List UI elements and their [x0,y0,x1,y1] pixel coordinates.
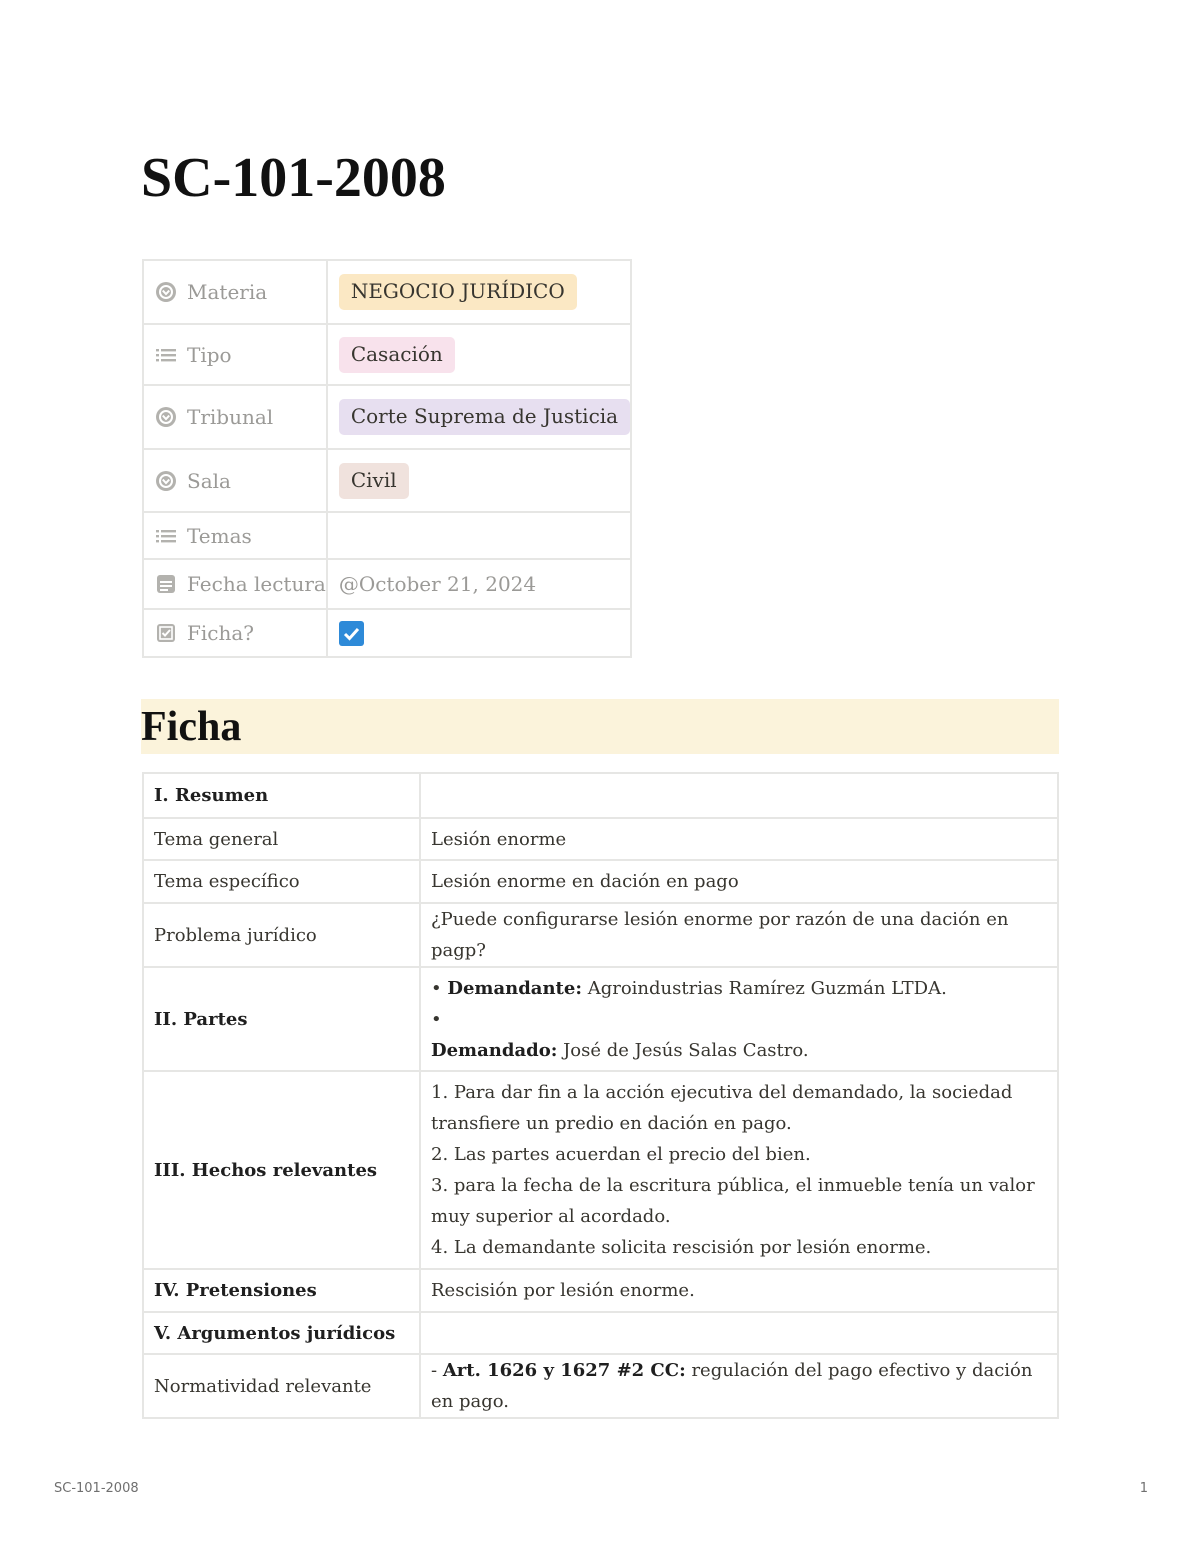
table-row [143,818,1058,860]
property-label-fecha: Fecha lectura [187,572,326,596]
footer-page-number: 1 [1139,1481,1148,1496]
table-row [143,1354,1058,1418]
property-value-cell[interactable] [327,324,631,385]
property-row-temas [143,512,631,559]
property-row-ficha [143,609,631,657]
row-label: Normatividad relevante [143,1354,420,1418]
list-item: 2. Las partes acuerdan el precio del bien. [431,1144,811,1165]
row-label: IV. Pretensiones [143,1269,420,1312]
list-icon [155,525,177,547]
ficha-checkbox[interactable] [339,621,364,646]
property-value-cell[interactable] [327,559,631,609]
select-icon [155,470,177,492]
property-label-tribunal: Tribunal [187,405,274,429]
tag-tipo[interactable]: Casación [339,337,455,373]
select-icon [155,281,177,303]
table-row [143,773,1058,818]
list-item: 1. Para dar fin a la acción ejecutiva del demandado, la sociedad transfiere un predio en dación en pago. [431,1082,1013,1134]
property-name-cell [143,449,327,512]
list-item: 3. para la fecha de la escritura pública, el inmueble tenía un valor muy superior al acordado. [431,1175,1035,1227]
property-label-sala: Sala [187,468,231,493]
table-row [143,860,1058,903]
row-value: Lesión enorme en dación en pago [420,860,1058,903]
property-label-ficha: Ficha? [187,621,255,645]
section-highlight [141,699,1059,754]
row-label: Problema jurídico [143,903,420,967]
section-title: Ficha [141,704,242,750]
footer-document-title: SC-101-2008 [54,1481,139,1496]
table-row [143,1312,1058,1354]
row-label: I. Resumen [143,773,420,818]
property-name-cell [143,559,327,609]
page-title: SC-101-2008 [141,147,446,209]
row-value [420,773,1058,818]
row-value: Lesión enorme [420,818,1058,860]
row-value: ¿Puede configurarse lesión enorme por razón de una dación en pagp? [420,903,1058,967]
row-value [420,967,1058,1071]
row-value: - Art. 1626 y 1627 #2 CC: regulación del pago efectivo y dación en pago. [420,1354,1058,1418]
row-label: V. Argumentos jurídicos [143,1312,420,1354]
calendar-icon [155,573,177,595]
property-name-cell [143,260,327,324]
row-value [420,1071,1058,1269]
row-value [420,1312,1058,1354]
property-name-cell [143,512,327,559]
list-item: Demandado: José de Jesús Salas Castro. [431,1039,809,1061]
list-item: 4. La demandante solicita rescisión por lesión enorme. [431,1237,932,1258]
property-value-cell[interactable] [327,609,631,657]
tag-materia[interactable]: NEGOCIO JURÍDICO [339,274,577,310]
tag-sala[interactable]: Civil [339,463,409,499]
property-value-cell[interactable] [327,260,631,324]
properties-table [142,259,632,658]
date-value[interactable]: @October 21, 2024 [338,572,537,596]
property-row-materia [143,260,631,324]
row-label: Tema general [143,818,420,860]
list-item: • [431,1008,442,1030]
ficha-table [142,772,1059,1419]
property-name-cell [143,385,327,449]
property-name-cell [143,324,327,385]
row-label: Tema específico [143,860,420,903]
property-value-temas[interactable] [327,512,631,559]
property-value-cell[interactable] [327,385,631,449]
select-icon [155,406,177,428]
checkbox-icon [155,622,177,644]
table-row [143,1269,1058,1312]
table-row [143,967,1058,1071]
check-icon [339,621,364,646]
tag-tribunal[interactable]: Corte Suprema de Justicia [339,399,630,435]
table-row [143,1071,1058,1269]
row-label: III. Hechos relevantes [143,1071,420,1269]
list-item: • Demandante: Agroindustrias Ramírez Guzmán LTDA. [431,977,947,999]
property-row-tipo [143,324,631,385]
property-row-fecha [143,559,631,609]
property-name-cell [143,609,327,657]
table-row [143,903,1058,967]
row-value: Rescisión por lesión enorme. [420,1269,1058,1312]
property-label-temas: Temas [187,523,252,548]
list-icon [155,344,177,366]
property-label-materia: Materia [187,280,268,304]
property-row-tribunal [143,385,631,449]
property-row-sala [143,449,631,512]
property-value-cell[interactable] [327,449,631,512]
row-label: II. Partes [143,967,420,1071]
property-label-tipo: Tipo [187,342,232,367]
